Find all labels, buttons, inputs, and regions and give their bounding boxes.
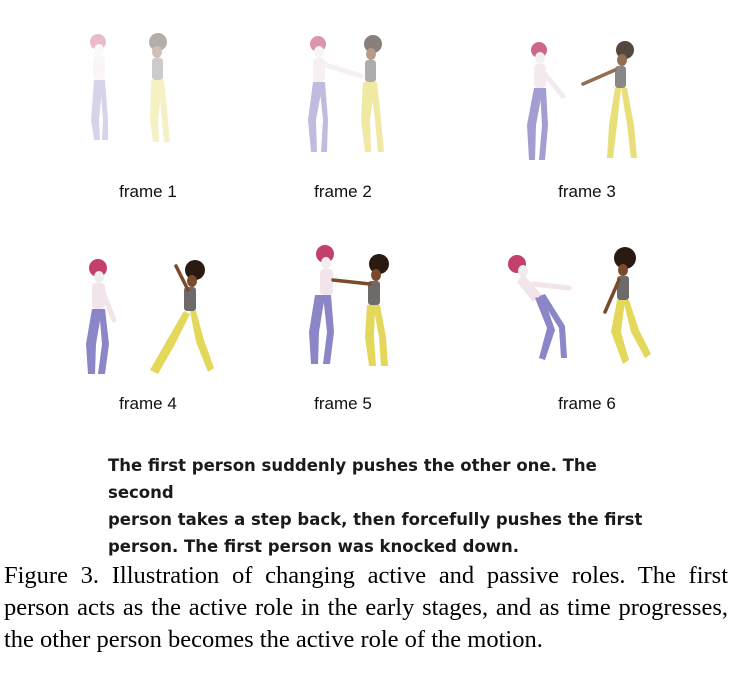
frame-5-panel: [253, 232, 433, 432]
motion-prompt-text: The first person suddenly pushes the other one. The second person takes a step back, then forcefully pushes the first person. The first person was knocked down.: [108, 456, 643, 556]
frame-5-illustration: [253, 232, 433, 382]
frame-4-panel: [58, 232, 238, 432]
frame-6-figures: [508, 247, 651, 364]
frame-2-illustration: [253, 20, 433, 170]
frame-6-label: frame 6: [558, 394, 616, 413]
figure-caption-text: Illustration of changing active and passive roles. The first person acts as the active role in the early stages, and as time progresses, the other person becomes the active role of the motion.: [4, 562, 729, 653]
frame-4-figures: [86, 259, 214, 374]
frame-3-label: frame 3: [558, 182, 616, 201]
figure-caption: [4, 560, 728, 656]
frame-5-figures: [309, 245, 389, 366]
frame-2-label: frame 2: [314, 182, 372, 201]
frame-3-figures: [527, 41, 637, 160]
frame-1-figures: [90, 33, 170, 142]
frame-3-illustration: [497, 20, 677, 170]
frame-6-illustration: [497, 232, 677, 382]
figure-caption-label: Figure 3.: [4, 562, 100, 589]
frame-1-panel: [58, 20, 238, 220]
frame-2-panel: [253, 20, 433, 220]
frame-6-panel: [497, 232, 677, 432]
frame-2-figures: [308, 35, 384, 152]
frame-4-label: frame 4: [119, 394, 177, 413]
frame-1-label: frame 1: [119, 182, 177, 201]
frame-4-illustration: [58, 232, 238, 382]
frame-5-label: frame 5: [314, 394, 372, 413]
frame-1-illustration: [58, 20, 238, 170]
frame-3-panel: [497, 20, 677, 220]
